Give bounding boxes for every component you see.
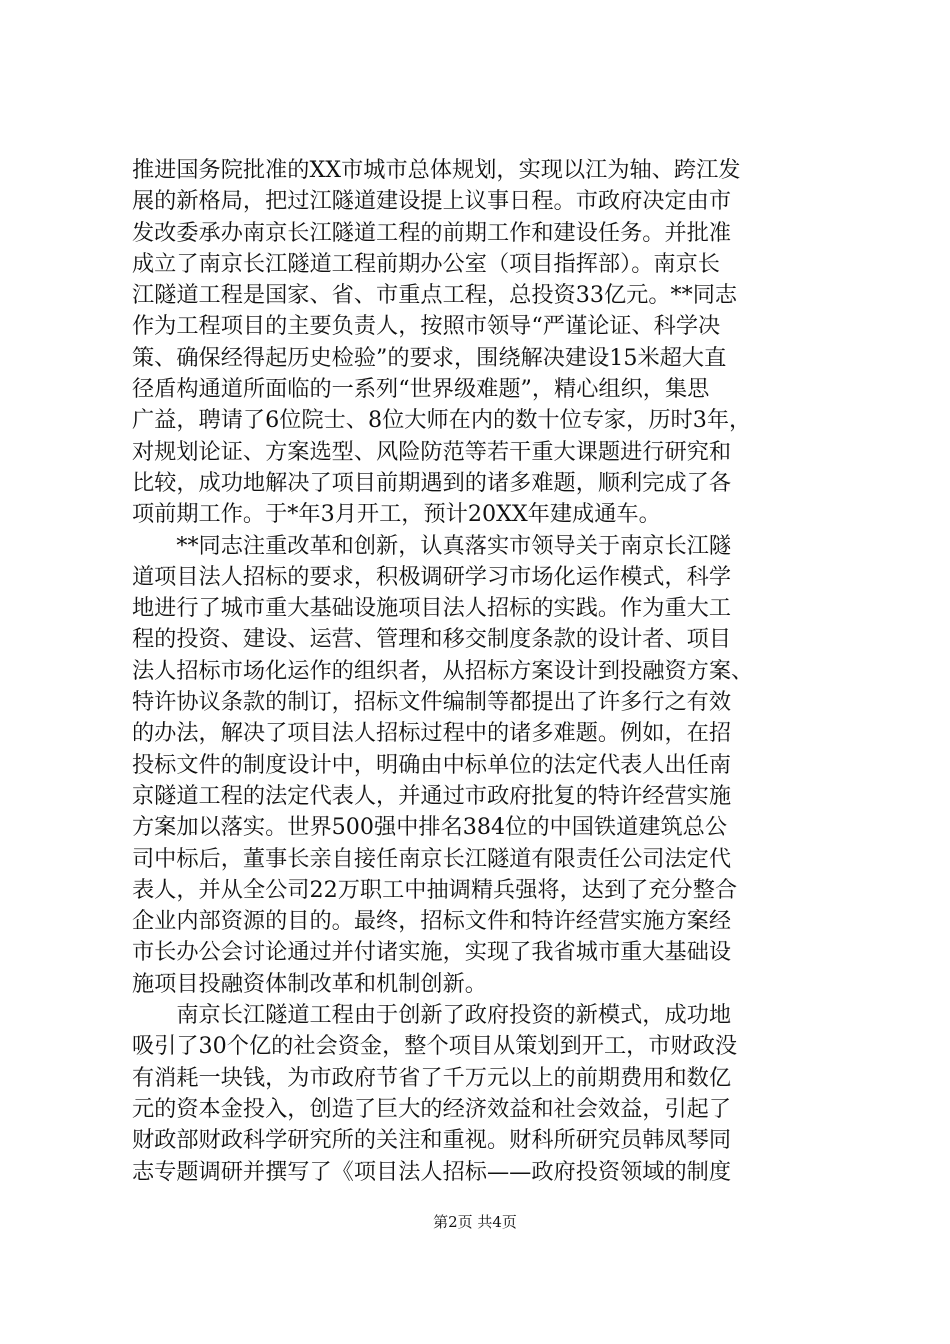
text-line: 广益，聘请了6位院士、8位大师在内的数十位专家，历时3年， <box>132 407 752 434</box>
text-line: 南京长江隧道工程由于创新了政府投资的新模式，成功地 <box>132 1002 732 1029</box>
text-line: 对规划论证、方案选型、风险防范等若干重大课题进行研究和 <box>132 438 732 465</box>
text-line: 京隧道工程的法定代表人，并通过市政府批复的特许经营实施 <box>132 782 732 809</box>
text-line: 志专题调研并撰写了《项目法人招标——政府投资领域的制度 <box>132 1158 732 1185</box>
text-line: 地进行了城市重大基础设施项目法人招标的实践。作为重大工 <box>132 595 732 622</box>
text-line: **同志注重改革和创新，认真落实市领导关于南京长江隧 <box>132 532 732 559</box>
text-line: 策、确保经得起历史检验”的要求，围绕解决建设15米超大直 <box>132 344 727 371</box>
text-line: 吸引了30个亿的社会资金，整个项目从策划到开工，市财政没 <box>132 1033 738 1060</box>
body-text <box>132 155 832 1188</box>
text-line: 特许协议条款的制订，招标文件编制等都提出了许多行之有效 <box>132 689 732 716</box>
text-line: 的办法，解决了项目法人招标过程中的诸多难题。例如，在招 <box>132 720 732 747</box>
text-line: 市长办公会讨论通过并付诸实施，实现了我省城市重大基础设 <box>132 939 732 966</box>
text-line: 推进国务院批准的XX市城市总体规划，实现以江为轴、跨江发 <box>132 157 741 183</box>
text-line: 径盾构通道所面临的一系列“世界级难题”，精心组织，集思 <box>132 376 710 403</box>
text-line: 企业内部资源的目的。最终，招标文件和特许经营实施方案经 <box>132 908 732 935</box>
text-line: 元的资本金投入，创造了巨大的经济效益和社会效益，引起了 <box>132 1095 732 1122</box>
text-line: 法人招标市场化运作的组织者，从招标方案设计到投融资方案、 <box>132 657 754 684</box>
text-line: 展的新格局，把过江隧道建设提上议事日程。市政府决定由市 <box>132 188 732 215</box>
text-line: 表人，并从全公司22万职工中抽调精兵强将，达到了充分整合 <box>132 876 738 903</box>
text-line: 司中标后，董事长亲自接任南京长江隧道有限责任公司法定代 <box>132 845 732 872</box>
text-line: 项前期工作。于*年3月开工，预计20XX年建成通车。 <box>132 501 661 528</box>
text-line: 投标文件的制度设计中，明确由中标单位的法定代表人出任南 <box>132 751 732 778</box>
text-line: 发改委承办南京长江隧道工程的前期工作和建设任务。并批准 <box>132 219 732 246</box>
text-line: 施项目投融资体制改革和机制创新。 <box>132 970 487 997</box>
text-line: 作为工程项目的主要负责人，按照市领导“严谨论证、科学决 <box>132 313 721 340</box>
text-line: 道项目法人招标的要求，积极调研学习市场化运作模式，科学 <box>132 563 732 590</box>
text-line: 财政部财政科学研究所的关注和重视。财科所研究员韩凤琴同 <box>132 1127 732 1154</box>
text-line: 比较，成功地解决了项目前期遇到的诸多难题，顺利完成了各 <box>132 469 732 496</box>
text-line: 成立了南京长江隧道工程前期办公室（项目指挥部）。南京长 <box>132 250 720 277</box>
text-line: 程的投资、建设、运营、管理和移交制度条款的设计者、项目 <box>132 626 732 653</box>
page-footer: 第2页 共4页 <box>433 1213 517 1231</box>
text-line: 江隧道工程是国家、省、市重点工程，总投资33亿元。**同志 <box>132 282 738 309</box>
text-line: 有消耗一块钱，为市政府节省了千万元以上的前期费用和数亿 <box>132 1064 732 1091</box>
text-line: 方案加以落实。世界500强中排名384位的中国铁道建筑总公 <box>132 814 728 841</box>
